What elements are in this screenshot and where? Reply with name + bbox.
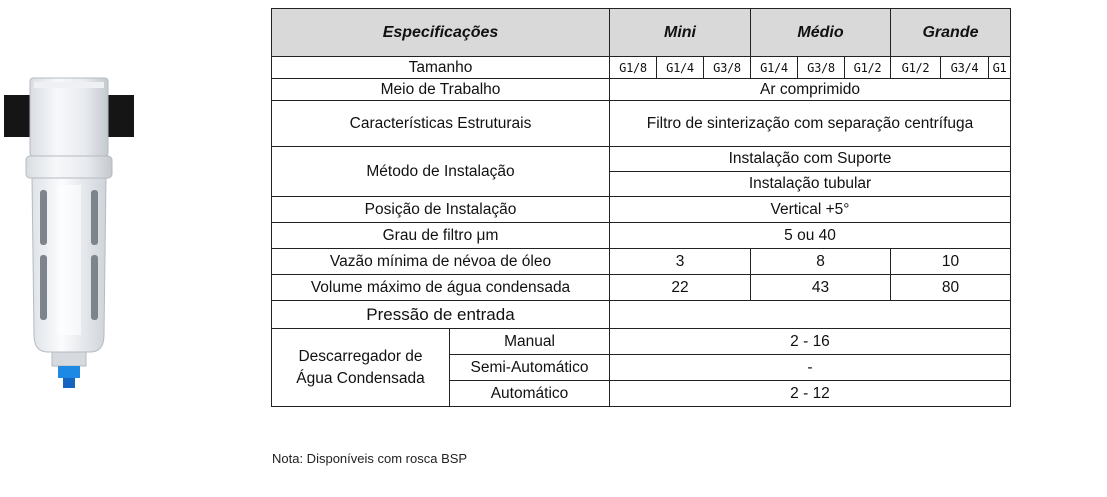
- meio-label: Meio de Trabalho: [272, 79, 610, 101]
- metodo-value-tubular: Instalação tubular: [610, 172, 1011, 197]
- descarregador-label: [272, 329, 450, 407]
- vazao-grande: 10: [891, 249, 1011, 275]
- row-meio: [272, 79, 1011, 101]
- row-pressao: [272, 301, 1011, 329]
- header-especificacoes: Especificações: [272, 9, 610, 57]
- row-metodo-1: [272, 147, 1011, 172]
- volume-grande: 80: [891, 275, 1011, 301]
- posicao-label: Posição de Instalação: [272, 197, 610, 223]
- header-mini: Mini: [610, 9, 751, 57]
- volume-label: Volume máximo de água condensada: [272, 275, 610, 301]
- manual-value: 2 - 16: [610, 329, 1011, 355]
- volume-mini: 22: [610, 275, 751, 301]
- descarregador-label-line1: Descarregador de: [298, 347, 423, 365]
- row-posicao: [272, 197, 1011, 223]
- row-vazao: [272, 249, 1011, 275]
- size-cell: G1/4: [657, 57, 704, 79]
- vazao-medio: 8: [751, 249, 891, 275]
- grau-label: Grau de filtro μm: [272, 223, 610, 249]
- caracteristicas-value: Filtro de sinterização com separação centrífuga: [610, 101, 1011, 147]
- pressao-label: Pressão de entrada: [272, 301, 610, 329]
- semi-value: -: [610, 355, 1011, 381]
- size-cell: G1/2: [845, 57, 891, 79]
- size-cell: G1/8: [610, 57, 657, 79]
- vazao-mini: 3: [610, 249, 751, 275]
- size-cell: G1/4: [751, 57, 798, 79]
- row-volume: [272, 275, 1011, 301]
- auto-label: Automático: [450, 381, 610, 407]
- header-medio: Médio: [751, 9, 891, 57]
- row-grau: [272, 223, 1011, 249]
- air-filter-image: [0, 0, 150, 497]
- size-cell: G1: [989, 57, 1011, 79]
- pressao-value: [610, 301, 1011, 329]
- row-manual: [272, 329, 1011, 355]
- volume-medio: 43: [751, 275, 891, 301]
- header-grande: Grande: [891, 9, 1011, 57]
- caracteristicas-label: Características Estruturais: [272, 101, 610, 147]
- vazao-label: Vazão mínima de névoa de óleo: [272, 249, 610, 275]
- posicao-value: Vertical +5°: [610, 197, 1011, 223]
- size-cell: G1/2: [891, 57, 941, 79]
- footnote: Nota: Disponíveis com rosca BSP: [272, 451, 468, 466]
- metodo-value-suporte: Instalação com Suporte: [610, 147, 1011, 172]
- manual-label: Manual: [450, 329, 610, 355]
- size-cell: G3/8: [704, 57, 751, 79]
- grau-value: 5 ou 40: [610, 223, 1011, 249]
- meio-value: Ar comprimido: [610, 79, 1011, 101]
- auto-value: 2 - 12: [610, 381, 1011, 407]
- size-cell: G3/8: [798, 57, 845, 79]
- header-row: [272, 9, 1011, 57]
- specifications-table: [271, 8, 1011, 407]
- tamanho-label: Tamanho: [272, 57, 610, 79]
- row-tamanho: [272, 57, 1011, 79]
- row-caracteristicas: [272, 101, 1011, 147]
- size-cell: G3/4: [941, 57, 989, 79]
- semi-label: Semi-Automático: [450, 355, 610, 381]
- descarregador-label-line2: Água Condensada: [296, 369, 425, 387]
- metodo-label: Método de Instalação: [272, 147, 610, 197]
